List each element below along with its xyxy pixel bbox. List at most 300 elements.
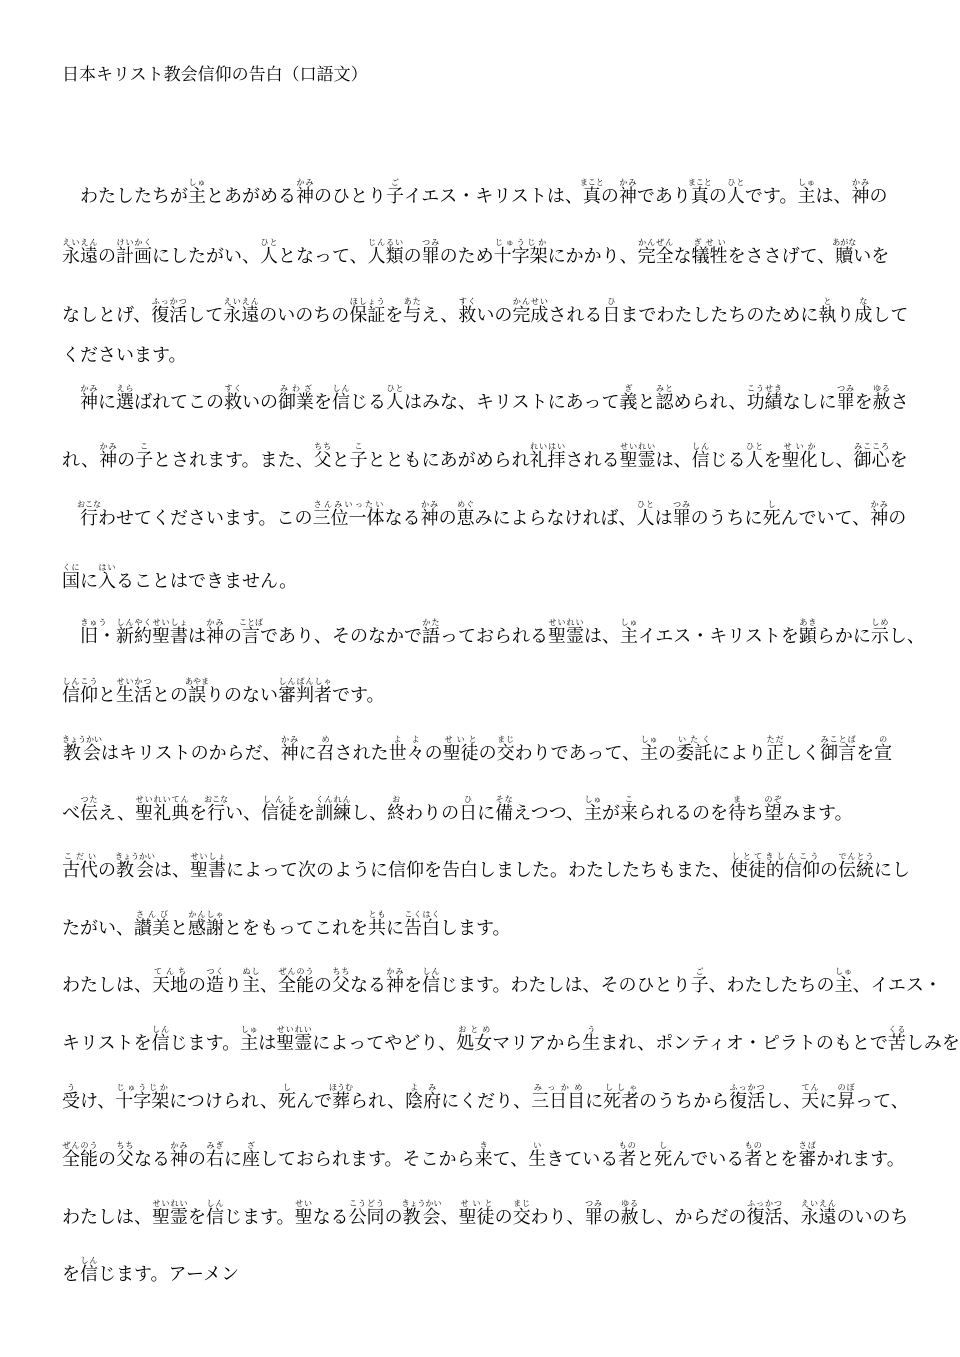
text-segment: のうちから [639, 1091, 730, 1112]
text-segment: たがい、 [62, 918, 134, 939]
text-segment: わたしは、 [62, 975, 152, 996]
furigana: まじ [512, 1199, 531, 1208]
text-segment: のいのち [836, 1207, 909, 1228]
text-segment: じます。 [169, 1033, 241, 1054]
text-segment: までわたしたちのために [620, 305, 819, 326]
furigana: みと [655, 384, 674, 393]
furigana: かみ [206, 618, 224, 627]
ruby-word: 子ご [386, 178, 404, 207]
ruby-word: 苦くる [887, 1025, 906, 1054]
text-segment: を [385, 305, 404, 326]
furigana: ぜんのう [62, 1141, 98, 1150]
ruby-word: 主しゅ [797, 178, 816, 207]
ruby-word: 信しん [332, 384, 350, 413]
furigana: ぎ [619, 384, 638, 393]
furigana: くに [62, 563, 80, 572]
text-segment: しく [784, 743, 821, 764]
ruby-word: 行おこな [204, 795, 229, 824]
furigana: ひと [726, 178, 745, 187]
furigana: ざ [242, 1141, 260, 1150]
furigana: きょうかい [62, 735, 102, 744]
furigana: あがな [832, 238, 857, 247]
furigana: じんるい [367, 238, 404, 247]
text-segment: された [334, 743, 389, 764]
text-segment: して [872, 305, 909, 326]
text-segment: される [548, 305, 603, 326]
text-segment: いの [242, 392, 278, 413]
text-segment: とされます。また、 [153, 450, 314, 471]
text-segment: は [258, 1033, 277, 1054]
furigana: こだい [62, 852, 98, 861]
ruby-word: 召め [316, 735, 335, 764]
ruby-word: 救すく [224, 384, 242, 413]
text-line [62, 1199, 907, 1229]
ruby-word: 子こ [135, 442, 154, 471]
furigana: かみ [618, 178, 637, 187]
ruby-word: 罪つみ [836, 384, 855, 413]
ruby-word: 父ちち [116, 1141, 134, 1170]
furigana: みわざ [278, 384, 314, 393]
furigana: ひと [636, 500, 655, 509]
ruby-word: 伝統でんとう [838, 852, 874, 881]
furigana: ふっかつ [746, 1199, 783, 1208]
text-line [62, 967, 942, 997]
text-segment: りのない [206, 685, 278, 706]
furigana: さば [798, 1141, 817, 1150]
furigana: もの [618, 1141, 637, 1150]
text-segment: な [673, 246, 692, 267]
text-segment: に [298, 743, 317, 764]
furigana: ひと [745, 442, 764, 451]
text-segment: じます。アーメン [98, 1264, 240, 1285]
furigana: みっかめ [531, 1083, 586, 1092]
ruby-word: 人ひと [260, 238, 278, 267]
ruby-word: 信しん [151, 1025, 170, 1054]
text-segment: を [856, 743, 875, 764]
ruby-word: 人ひと [745, 442, 764, 471]
ruby-word: 生活せいかつ [116, 677, 152, 706]
ruby-word: 訓練くんれん [315, 795, 352, 824]
furigana: かみ [420, 500, 439, 509]
text-segment: のいのちの [259, 305, 350, 326]
furigana: せいと [458, 1199, 495, 1208]
furigana: せいれい [619, 442, 656, 451]
text-segment: さ [890, 392, 909, 413]
ruby-word: 日ひ [459, 795, 478, 824]
furigana: ちち [116, 1141, 134, 1150]
text-segment: に [386, 918, 404, 939]
text-segment: じます。 [224, 1207, 295, 1228]
text-segment: の [384, 1207, 403, 1228]
furigana: とも [368, 910, 386, 919]
furigana: せいしょ [190, 852, 226, 861]
ruby-word: 赦ゆる [620, 1199, 639, 1228]
furigana: ししゃ [603, 1083, 640, 1092]
furigana: せいか [781, 442, 818, 451]
text-segment: の [600, 186, 619, 207]
furigana: せいと [442, 735, 479, 744]
furigana: き [474, 1141, 493, 1150]
ruby-word: 世々よよ [388, 735, 425, 764]
text-segment: に [224, 1149, 242, 1170]
text-line [62, 852, 910, 882]
text-segment: のため [439, 246, 494, 267]
furigana: ぎせい [691, 238, 728, 247]
furigana: みことば [820, 735, 857, 744]
ruby-word: 子ご [690, 967, 709, 996]
text-segment: んでいて、 [780, 508, 871, 529]
text-segment: にしたがい、 [152, 246, 260, 267]
furigana: ほしょう [349, 297, 386, 306]
text-segment: なる [350, 975, 386, 996]
ruby-word: 待ま [728, 795, 747, 824]
text-segment: によって次のように信仰を告白しました。わたしたちもまた、 [226, 860, 730, 881]
text-segment: り [836, 305, 855, 326]
text-segment: を [297, 803, 316, 824]
furigana: さんび [134, 910, 170, 919]
text-segment: にかかり、 [547, 246, 638, 267]
text-segment: しておられます。そこから [260, 1149, 475, 1170]
furigana: つみ [584, 1199, 603, 1208]
furigana: けいかく [116, 238, 152, 247]
ruby-word: 審判者しんぱんしゃ [278, 677, 332, 706]
text-segment: わりの [405, 803, 460, 824]
furigana: かみ [80, 384, 98, 393]
furigana: しとてきしんこう [730, 852, 820, 861]
text-segment: の [658, 743, 677, 764]
furigana: しめ [870, 618, 889, 627]
ruby-word: 義ぎ [619, 384, 638, 413]
ruby-word: 聖徒せいと [458, 1199, 495, 1228]
furigana: ご [386, 178, 404, 187]
text-segment: とをもってこれを [224, 918, 368, 939]
ruby-word: 誤あやま [185, 677, 209, 706]
furigana: ふっかつ [729, 1083, 766, 1092]
ruby-word: 旧・新約聖書きゅう しんやくせいしょ [80, 618, 188, 647]
text-line [62, 1141, 907, 1171]
ruby-word: 信徒しんと [261, 795, 298, 824]
ruby-word: 神かみ [280, 735, 299, 764]
text-segment: わたしは、 [62, 1207, 152, 1228]
ruby-word: 告白こくはく [404, 910, 440, 939]
text-segment: に [98, 392, 116, 413]
text-segment: わせてくださいます。この [98, 508, 313, 529]
text-segment: にし [874, 860, 910, 881]
furigana: な [854, 297, 873, 306]
ruby-word: 主しゅ [584, 795, 603, 824]
furigana: つみ [421, 238, 440, 247]
furigana: しん [691, 442, 710, 451]
text-segment: じます。わたしは、そのひとり [440, 975, 691, 996]
text-segment: みによらなければ、 [474, 508, 637, 529]
furigana: お [387, 795, 406, 804]
text-segment: は、 [655, 450, 692, 471]
furigana: し [654, 1141, 673, 1150]
text-segment: して [187, 305, 224, 326]
furigana: しゅ [584, 795, 603, 804]
text-line [62, 1256, 907, 1286]
text-segment: のうちに [690, 508, 763, 529]
ruby-word: 全能ぜんのう [278, 967, 314, 996]
ruby-word: 御業みわざ [278, 384, 314, 413]
ruby-word: 神かみ [420, 500, 439, 529]
text-segment: は [654, 508, 673, 529]
ruby-word: 御心みこころ [853, 442, 890, 471]
text-line [62, 563, 907, 593]
furigana: こうどう [348, 1199, 385, 1208]
text-segment: の [888, 508, 907, 529]
ruby-word: 真まこと [579, 178, 604, 207]
text-segment: によってやどり、 [312, 1033, 457, 1054]
text-segment: れ、 [62, 450, 100, 471]
furigana: えいえん [223, 297, 260, 306]
ruby-word: 救すく [458, 297, 477, 326]
furigana: おこな [77, 500, 101, 509]
text-segment: わり、 [530, 1207, 585, 1228]
furigana: せい [294, 1199, 313, 1208]
text-segment: マリアから [492, 1033, 583, 1054]
furigana: ご [690, 967, 709, 976]
text-segment: はみな、キリストにあって [404, 392, 620, 413]
ruby-word: 復活ふっかつ [151, 297, 188, 326]
ruby-word: 神かみ [99, 442, 118, 471]
furigana: う [62, 1083, 80, 1092]
furigana: はい [98, 563, 116, 572]
furigana: ちち [332, 967, 350, 976]
ruby-word: 復活ふっかつ [746, 1199, 783, 1228]
ruby-word: 審さば [798, 1141, 817, 1170]
ruby-word: 人類じんるい [367, 238, 404, 267]
text-segment: は、 [154, 860, 190, 881]
ruby-word: 恵めぐ [456, 500, 475, 529]
ruby-word: 主しゅ [620, 618, 638, 647]
furigana: せいかつ [116, 677, 152, 686]
text-line [62, 500, 907, 530]
furigana: しゅ [834, 967, 853, 976]
furigana: まじ [496, 735, 515, 744]
ruby-word: 神かみ [80, 384, 98, 413]
furigana: こ [135, 442, 154, 451]
furigana: えら [116, 384, 134, 393]
text-segment: と [636, 1149, 655, 1170]
text-segment: とを [762, 1149, 799, 1170]
furigana: しん [332, 384, 350, 393]
text-segment: をささげて、 [727, 246, 836, 267]
text-segment: められ、 [673, 392, 747, 413]
text-segment: の [314, 975, 332, 996]
furigana: ま [728, 795, 747, 804]
text-line [62, 178, 907, 208]
text-segment: きている [546, 1149, 619, 1170]
furigana: しんぱんしゃ [278, 677, 332, 686]
text-line [62, 795, 907, 825]
furigana: すく [224, 384, 242, 393]
ruby-word: 人ひと [386, 384, 404, 413]
text-segment: を [404, 975, 422, 996]
furigana: し [762, 500, 781, 509]
furigana: つみ [836, 384, 855, 393]
furigana: ことば [239, 618, 263, 627]
text-line [62, 910, 907, 940]
furigana: しゅ [188, 178, 206, 187]
text-segment: し、 [765, 1091, 802, 1112]
text-segment: べ [62, 803, 80, 824]
text-segment: え、 [98, 803, 136, 824]
ruby-word: 信しん [80, 1256, 98, 1285]
text-segment: につけられ、 [169, 1091, 279, 1112]
ruby-word: 子こ [349, 442, 368, 471]
furigana: じゅうじか [493, 238, 548, 247]
ruby-word: 主ぬし [242, 967, 260, 996]
furigana: しん [151, 1025, 170, 1034]
furigana: かんしゃ [188, 910, 224, 919]
ruby-word: 聖せい [294, 1199, 313, 1228]
ruby-word: 聖礼典せいれいてん [135, 795, 190, 824]
ruby-word: 完成かんせい [512, 297, 549, 326]
text-segment: なる [134, 1149, 170, 1170]
furigana: う [582, 1025, 601, 1034]
ruby-word: 者もの [744, 1141, 763, 1170]
furigana: しん [80, 1256, 98, 1265]
ruby-word: 聖化せいか [781, 442, 818, 471]
furigana: かみ [870, 500, 889, 509]
document-title: 日本キリスト教会信仰の告白（口語文） [62, 65, 368, 85]
text-segment: いを [853, 246, 890, 267]
ruby-word: 葬ほうむ [329, 1083, 354, 1112]
ruby-word: 神かみ [206, 618, 224, 647]
furigana: でんとう [838, 852, 874, 861]
ruby-word: 聖徒せいと [442, 735, 479, 764]
ruby-word: 全能ぜんのう [62, 1141, 98, 1170]
ruby-word: 信しん [206, 1199, 224, 1228]
text-segment: し、 [817, 450, 854, 471]
furigana: かみ [851, 178, 870, 187]
ruby-word: 人ひと [636, 500, 655, 529]
text-segment: はキリストのからだ、 [101, 743, 281, 764]
text-segment: って、 [855, 1091, 909, 1112]
furigana: おこな [204, 795, 229, 804]
text-segment: と [170, 918, 188, 939]
furigana: もの [744, 1141, 763, 1150]
text-segment: を [763, 450, 782, 471]
ruby-word: 終お [387, 795, 406, 824]
ruby-word: 計画けいかく [116, 238, 152, 267]
furigana: つみ [672, 500, 691, 509]
furigana: ゆる [872, 384, 891, 393]
text-segment: の [188, 975, 206, 996]
ruby-word: 正ただ [766, 735, 785, 764]
furigana: め [316, 735, 335, 744]
ruby-word: 共とも [368, 910, 386, 939]
text-line [62, 1083, 907, 1113]
furigana: くんれん [315, 795, 352, 804]
text-segment: の [494, 1207, 513, 1228]
text-segment: イエス・キリストを [638, 626, 799, 647]
text-segment: り [224, 975, 242, 996]
furigana: ぬし [242, 967, 260, 976]
ruby-word: 入はい [98, 563, 116, 592]
text-segment: にくだり、 [441, 1091, 532, 1112]
text-segment: んで [296, 1091, 333, 1112]
text-segment: とあがめる [206, 186, 296, 207]
furigana: しゅ [640, 735, 659, 744]
text-segment: 、 [260, 975, 278, 996]
ruby-word: 功績こうせき [746, 384, 783, 413]
ruby-word: 陰府よみ [405, 1083, 442, 1112]
text-segment: 、 [440, 1207, 459, 1228]
ruby-word: 罪つみ [584, 1199, 603, 1228]
ruby-word: 信しん [691, 442, 710, 471]
text-segment: とともにあがめられ [367, 450, 530, 471]
text-segment: に [477, 803, 496, 824]
ruby-word: 死し [654, 1141, 673, 1170]
ruby-word: 右みぎ [206, 1141, 224, 1170]
text-segment: の [820, 860, 838, 881]
ruby-word: 生う [582, 1025, 601, 1054]
furigana: よみ [405, 1083, 442, 1092]
text-segment: に [585, 1091, 604, 1112]
furigana: しんこう [62, 677, 98, 686]
text-segment: キリストを [62, 1033, 152, 1054]
furigana: かみ [280, 735, 299, 744]
furigana: ちち [313, 442, 332, 451]
ruby-word: 聖書せいしょ [190, 852, 226, 881]
ruby-word: 永遠えいえん [223, 297, 260, 326]
ruby-word: 語かた [422, 618, 440, 647]
text-segment: いの [476, 305, 513, 326]
furigana: よよ [388, 735, 425, 744]
text-segment: のひとり [314, 186, 386, 207]
furigana: い [528, 1141, 547, 1150]
text-segment: 、わたしたちの [708, 975, 835, 996]
ruby-word: 罪つみ [672, 500, 691, 529]
furigana: てん [801, 1083, 820, 1092]
text-line [62, 618, 925, 648]
text-segment: に [80, 571, 98, 592]
ruby-word: 信しん [422, 967, 440, 996]
text-segment: と [98, 685, 116, 706]
furigana: せいれいてん [135, 795, 190, 804]
text-segment: を [314, 392, 332, 413]
furigana: つく [206, 967, 224, 976]
furigana: ただ [766, 735, 785, 744]
text-segment: 、イエス・ [852, 975, 942, 996]
ruby-word: 伝つた [80, 795, 98, 824]
text-segment: い、 [225, 803, 262, 824]
furigana: し [278, 1083, 297, 1092]
text-segment: イエス・キリストは、 [404, 186, 583, 207]
ruby-word: 永遠えいえん [800, 1199, 837, 1228]
ruby-word: 主しゅ [188, 178, 206, 207]
ruby-word: 示しめ [870, 618, 889, 647]
ruby-word: 使徒的信仰しとてきしんこう [730, 852, 820, 881]
text-segment: まれ、ポンティオ・ピラトのもとで [600, 1033, 888, 1054]
ruby-word: 望のぞ [764, 795, 783, 824]
furigana: ひ [459, 795, 478, 804]
furigana: すく [458, 297, 477, 306]
ruby-word: 行おこな [77, 500, 101, 529]
text-segment: ち [746, 803, 765, 824]
ruby-word: 来き [474, 1141, 493, 1170]
text-line [62, 384, 907, 414]
text-segment: じる [709, 450, 746, 471]
ruby-word: 保証ほしょう [349, 297, 386, 326]
ruby-word: 委託いたく [676, 735, 713, 764]
text-segment: なる [384, 508, 421, 529]
text-segment: け、 [80, 1091, 116, 1112]
ruby-word: 昇のぼ [837, 1083, 856, 1112]
text-segment: の [708, 186, 727, 207]
